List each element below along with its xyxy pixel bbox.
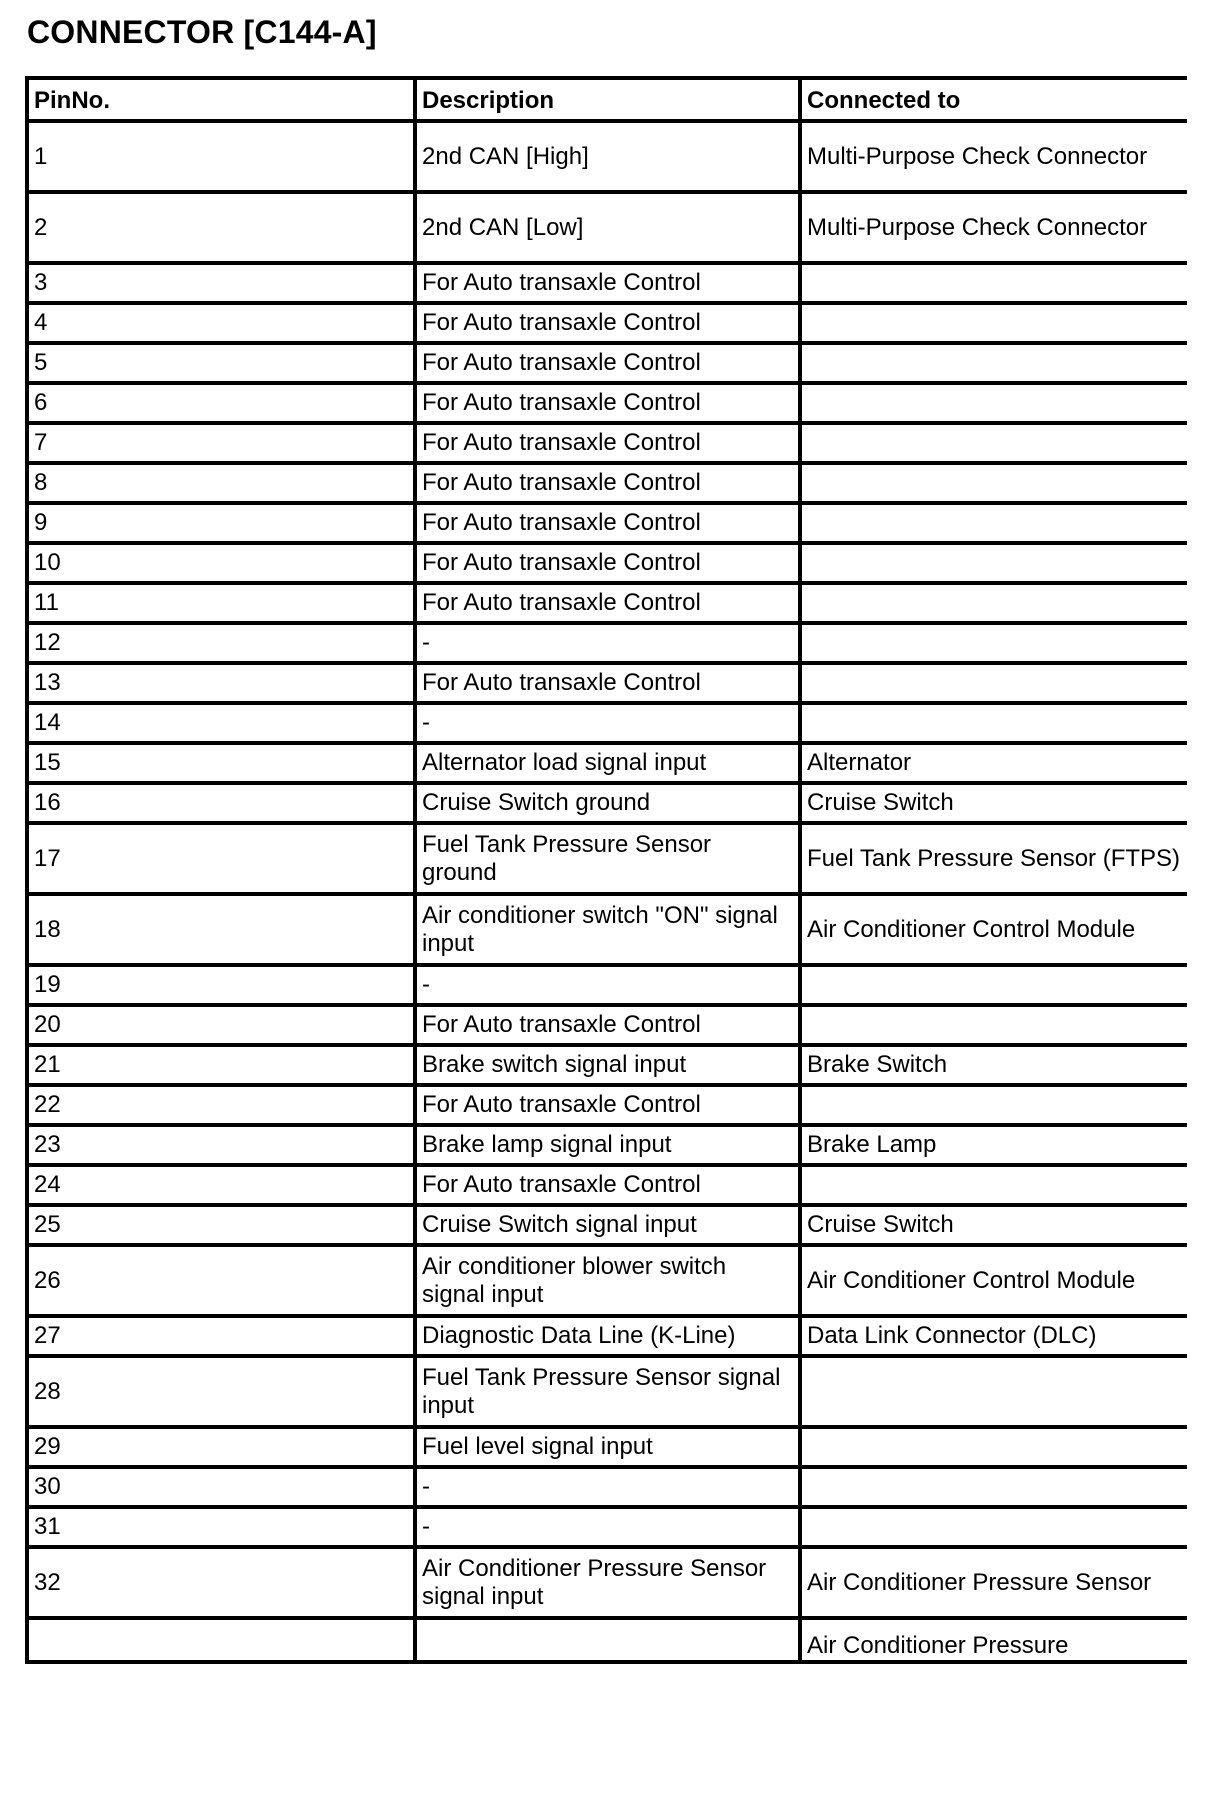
- table-row: [27, 1316, 1187, 1356]
- table-row: [27, 583, 1187, 623]
- table-row: [27, 1618, 1187, 1662]
- pin-cell: 6: [27, 383, 415, 423]
- description-cell: -: [415, 623, 800, 663]
- description-cell: Cruise Switch ground: [415, 783, 800, 823]
- pin-cell: 18: [27, 894, 415, 965]
- table-row: [27, 121, 1187, 192]
- description-cell: For Auto transaxle Control: [415, 383, 800, 423]
- connector-pin-table-container: [25, 76, 1187, 1780]
- description-cell: -: [415, 1507, 800, 1547]
- connected-to-cell: Multi-Purpose Check Connector: [800, 121, 1187, 192]
- pin-cell: 3: [27, 263, 415, 303]
- description-cell: Diagnostic Data Line (K-Line): [415, 1316, 800, 1356]
- connected-to-cell: [800, 303, 1187, 343]
- connected-to-cell: [800, 703, 1187, 743]
- pin-cell: 26: [27, 1245, 415, 1316]
- pin-cell: 11: [27, 583, 415, 623]
- description-cell: For Auto transaxle Control: [415, 583, 800, 623]
- connected-to-cell: Brake Switch: [800, 1045, 1187, 1085]
- description-cell: Air conditioner blower switch signal input: [415, 1245, 800, 1316]
- table-row: [27, 623, 1187, 663]
- connected-to-cell: Air Conditioner Pressure Sensor: [800, 1547, 1187, 1618]
- connected-to-cell: [800, 583, 1187, 623]
- description-cell: Fuel level signal input: [415, 1427, 800, 1467]
- connected-to-cell: Air Conditioner Control Module: [800, 894, 1187, 965]
- pin-cell: 27: [27, 1316, 415, 1356]
- pin-cell: 2: [27, 192, 415, 263]
- connected-to-cell: Air Conditioner Control Module: [800, 1245, 1187, 1316]
- connected-to-cell: [800, 1507, 1187, 1547]
- description-cell: For Auto transaxle Control: [415, 343, 800, 383]
- description-cell: [415, 1618, 800, 1662]
- description-cell: Fuel Tank Pressure Sensor signal input: [415, 1356, 800, 1427]
- pin-cell: 13: [27, 663, 415, 703]
- pin-cell: 7: [27, 423, 415, 463]
- pin-cell: 31: [27, 1507, 415, 1547]
- description-cell: Alternator load signal input: [415, 743, 800, 783]
- table-row: [27, 1467, 1187, 1507]
- connected-to-cell: [800, 263, 1187, 303]
- table-row: [27, 1547, 1187, 1618]
- connected-to-cell: [800, 1356, 1187, 1427]
- table-row: [27, 1356, 1187, 1427]
- connected-to-cell: [800, 343, 1187, 383]
- table-row: [27, 503, 1187, 543]
- connected-to-cell: [800, 663, 1187, 703]
- table-row: [27, 423, 1187, 463]
- connected-to-cell: [800, 1085, 1187, 1125]
- connected-to-cell: [800, 1467, 1187, 1507]
- table-row: [27, 192, 1187, 263]
- connected-to-cell: Air Conditioner Pressure: [800, 1618, 1187, 1662]
- pin-cell: [27, 1618, 415, 1662]
- table-row: [27, 463, 1187, 503]
- table-row: [27, 965, 1187, 1005]
- pin-cell: 22: [27, 1085, 415, 1125]
- description-cell: Air Conditioner Pressure Sensor signal input: [415, 1547, 800, 1618]
- table-row: [27, 383, 1187, 423]
- connected-to-cell: [800, 1427, 1187, 1467]
- table-row: [27, 1125, 1187, 1165]
- description-cell: 2nd CAN [Low]: [415, 192, 800, 263]
- connected-to-cell: [800, 623, 1187, 663]
- table-row: [27, 263, 1187, 303]
- description-cell: Air conditioner switch "ON" signal input: [415, 894, 800, 965]
- table-row: [27, 663, 1187, 703]
- connected-to-cell: [800, 1005, 1187, 1045]
- connector-pin-table: [25, 76, 1187, 1664]
- pin-cell: 4: [27, 303, 415, 343]
- pin-cell: 25: [27, 1205, 415, 1245]
- connected-to-cell: [800, 543, 1187, 583]
- table-row: [27, 1045, 1187, 1085]
- page-title: CONNECTOR [C144-A]: [27, 14, 377, 50]
- connected-to-cell: Alternator: [800, 743, 1187, 783]
- pin-cell: 30: [27, 1467, 415, 1507]
- description-cell: For Auto transaxle Control: [415, 1165, 800, 1205]
- description-cell: For Auto transaxle Control: [415, 463, 800, 503]
- description-cell: For Auto transaxle Control: [415, 423, 800, 463]
- description-cell: For Auto transaxle Control: [415, 1005, 800, 1045]
- table-row: [27, 1245, 1187, 1316]
- description-cell: For Auto transaxle Control: [415, 1085, 800, 1125]
- table-row: [27, 743, 1187, 783]
- table-row: [27, 303, 1187, 343]
- description-cell: -: [415, 965, 800, 1005]
- table-row: [27, 894, 1187, 965]
- description-cell: Fuel Tank Pressure Sensor ground: [415, 823, 800, 894]
- description-cell: 2nd CAN [High]: [415, 121, 800, 192]
- description-cell: For Auto transaxle Control: [415, 263, 800, 303]
- description-cell: Brake switch signal input: [415, 1045, 800, 1085]
- table-row: [27, 1507, 1187, 1547]
- connected-to-cell: Brake Lamp: [800, 1125, 1187, 1165]
- connected-to-cell: Data Link Connector (DLC): [800, 1316, 1187, 1356]
- pin-cell: 19: [27, 965, 415, 1005]
- description-cell: For Auto transaxle Control: [415, 303, 800, 343]
- column-header-connected-to: Connected to: [800, 78, 1187, 121]
- table-row: [27, 1205, 1187, 1245]
- table-row: [27, 703, 1187, 743]
- pin-cell: 32: [27, 1547, 415, 1618]
- description-cell: For Auto transaxle Control: [415, 543, 800, 583]
- connected-to-cell: [800, 1165, 1187, 1205]
- pin-cell: 20: [27, 1005, 415, 1045]
- pin-cell: 17: [27, 823, 415, 894]
- description-cell: For Auto transaxle Control: [415, 663, 800, 703]
- connected-to-cell: [800, 463, 1187, 503]
- connected-to-cell: Multi-Purpose Check Connector: [800, 192, 1187, 263]
- table-row: [27, 1165, 1187, 1205]
- pin-cell: 14: [27, 703, 415, 743]
- description-cell: Cruise Switch signal input: [415, 1205, 800, 1245]
- description-cell: For Auto transaxle Control: [415, 503, 800, 543]
- pin-cell: 16: [27, 783, 415, 823]
- table-row: [27, 343, 1187, 383]
- table-row: [27, 543, 1187, 583]
- connected-to-cell: [800, 383, 1187, 423]
- description-cell: -: [415, 703, 800, 743]
- column-header-description: Description: [415, 78, 800, 121]
- table-row: [27, 1005, 1187, 1045]
- pin-cell: 9: [27, 503, 415, 543]
- pin-cell: 5: [27, 343, 415, 383]
- pin-cell: 12: [27, 623, 415, 663]
- pin-cell: 28: [27, 1356, 415, 1427]
- table-row: [27, 783, 1187, 823]
- connected-to-cell: [800, 965, 1187, 1005]
- column-header-pin: PinNo.: [27, 78, 415, 121]
- connected-to-cell: Fuel Tank Pressure Sensor (FTPS): [800, 823, 1187, 894]
- pin-cell: 10: [27, 543, 415, 583]
- pin-cell: 23: [27, 1125, 415, 1165]
- connected-to-cell: Cruise Switch: [800, 783, 1187, 823]
- table-row: [27, 1427, 1187, 1467]
- connected-to-cell: [800, 423, 1187, 463]
- connected-to-cell: Cruise Switch: [800, 1205, 1187, 1245]
- connected-to-cell: [800, 503, 1187, 543]
- pin-cell: 21: [27, 1045, 415, 1085]
- table-row: [27, 823, 1187, 894]
- description-cell: Brake lamp signal input: [415, 1125, 800, 1165]
- pin-cell: 15: [27, 743, 415, 783]
- pin-cell: 29: [27, 1427, 415, 1467]
- table-header-row: [27, 78, 1187, 121]
- pin-cell: 8: [27, 463, 415, 503]
- pin-cell: 1: [27, 121, 415, 192]
- table-row: [27, 1085, 1187, 1125]
- description-cell: -: [415, 1467, 800, 1507]
- pin-cell: 24: [27, 1165, 415, 1205]
